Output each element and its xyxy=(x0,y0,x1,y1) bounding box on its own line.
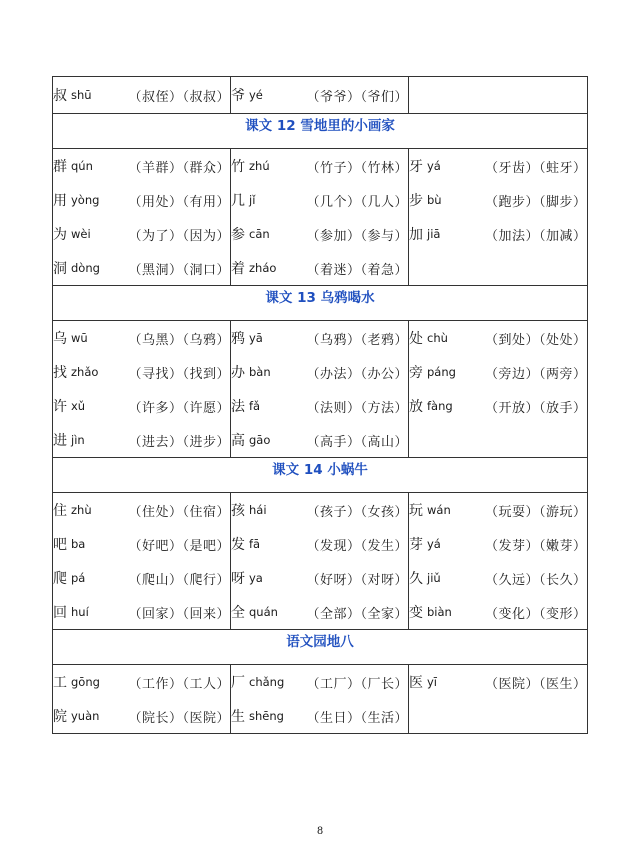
top-row-cell-3 xyxy=(409,77,588,114)
entry xyxy=(53,527,230,561)
entry-words: （玩耍）（游玩） xyxy=(485,504,587,520)
vocab-column xyxy=(409,321,588,458)
entry-words: （羊群）（群众） xyxy=(128,160,230,176)
entry-words: （爬山）（爬行） xyxy=(128,572,230,588)
section-title: 课文 14 小蜗牛 xyxy=(53,458,588,493)
entry xyxy=(409,321,587,355)
top-row-cell-1 xyxy=(53,77,231,114)
entry-words: （许多）（许愿） xyxy=(128,400,230,416)
entry-pinyin: jǐ xyxy=(249,193,256,207)
entry-char: 放 xyxy=(409,399,423,415)
top-row-cell-2 xyxy=(231,77,409,114)
entry xyxy=(231,355,408,389)
entry-pinyin: yuàn xyxy=(71,709,100,723)
entry-words: （发芽）（嫩芽） xyxy=(485,538,587,554)
entry xyxy=(409,217,587,251)
entry-pinyin: yá xyxy=(427,159,441,173)
entry xyxy=(53,217,230,251)
entry-pinyin: gāo xyxy=(249,433,271,447)
entry-pinyin: wán xyxy=(427,503,451,517)
entry-words: （进去）（进步） xyxy=(128,434,230,450)
entry-pinyin: jiǔ xyxy=(427,571,441,585)
entry-char: 爷 xyxy=(231,88,245,104)
entry-words: （几个）（几人） xyxy=(306,194,408,210)
entry-pinyin: shēng xyxy=(249,709,284,723)
vocab-column xyxy=(231,493,409,630)
entry-char: 呀 xyxy=(231,571,245,587)
entry-char: 生 xyxy=(231,709,245,725)
entry-char: 洞 xyxy=(53,261,67,277)
entry-words: （参加）（参与） xyxy=(306,228,408,244)
entry-char: 用 xyxy=(53,193,67,209)
section-header-row xyxy=(53,114,588,149)
entry-words: （发现）（发生） xyxy=(306,538,408,554)
entry-words: （回家）（回来） xyxy=(128,606,230,622)
entry-pinyin: chù xyxy=(427,331,448,345)
entry-char: 芽 xyxy=(409,537,423,553)
entry-pinyin: ba xyxy=(71,537,86,551)
entry xyxy=(231,423,408,457)
entry-char: 厂 xyxy=(231,675,245,691)
entry-words: （高手）（高山） xyxy=(306,434,408,450)
vocab-column xyxy=(53,321,231,458)
entry xyxy=(409,665,587,699)
entry xyxy=(231,665,408,699)
entry xyxy=(53,389,230,423)
section-header-row xyxy=(53,458,588,493)
entry xyxy=(231,561,408,595)
entry-words: （寻找）（找到） xyxy=(128,366,230,382)
entry xyxy=(231,321,408,355)
entry-words: （到处）（处处） xyxy=(485,332,587,348)
entry-char: 久 xyxy=(409,571,423,587)
entry xyxy=(231,149,408,183)
section-body-row xyxy=(53,321,588,458)
entry-char: 步 xyxy=(409,193,423,209)
section-header-row xyxy=(53,630,588,665)
entry-char: 医 xyxy=(409,675,423,691)
top-row xyxy=(53,77,588,114)
vocab-column xyxy=(53,493,231,630)
entry-words: （为了）（因为） xyxy=(128,228,230,244)
entry xyxy=(53,665,230,699)
entry-pinyin: jiā xyxy=(427,227,441,241)
entry-char: 几 xyxy=(231,193,245,209)
entry-char: 参 xyxy=(231,227,245,243)
entry-words: （生日）（生活） xyxy=(306,710,408,726)
entry-words: （全部）（全家） xyxy=(306,606,408,622)
entry xyxy=(53,251,230,285)
entry-words: （久远）（长久） xyxy=(485,572,587,588)
entry xyxy=(409,561,587,595)
entry xyxy=(409,493,587,527)
entry-char: 为 xyxy=(53,227,67,243)
entry-char: 法 xyxy=(231,399,245,415)
entry xyxy=(231,527,408,561)
entry-char: 住 xyxy=(53,503,67,519)
entry-char: 回 xyxy=(53,605,67,621)
entry-pinyin: zhú xyxy=(249,159,270,173)
entry-char: 工 xyxy=(53,675,67,691)
entry xyxy=(409,183,587,217)
entry-words: （工作）（工人） xyxy=(128,676,230,692)
entry xyxy=(409,389,587,423)
entry xyxy=(53,561,230,595)
entry-pinyin: fā xyxy=(249,537,261,551)
section-body-row xyxy=(53,493,588,630)
vocab-column xyxy=(409,149,588,286)
entry-char: 院 xyxy=(53,709,67,725)
entry-words: （着迷）（着急） xyxy=(306,262,408,278)
vocabulary-table xyxy=(52,76,588,734)
entry-pinyin: ya xyxy=(249,571,263,585)
entry-pinyin: gōng xyxy=(71,675,100,689)
entry-words: （加法）（加减） xyxy=(485,228,587,244)
entry xyxy=(231,217,408,251)
entry-pinyin: yá xyxy=(427,537,441,551)
entry-char: 叔 xyxy=(53,88,67,104)
entry-words: （工厂）（厂长） xyxy=(306,676,408,692)
entry-words: （好吧）（是吧） xyxy=(128,538,230,554)
vocabulary-table-body xyxy=(53,77,588,734)
entry-pinyin: yī xyxy=(427,675,438,689)
entry-words: （旁边）（两旁） xyxy=(485,366,587,382)
entry-pinyin: bàn xyxy=(249,365,271,379)
entry xyxy=(231,79,408,111)
vocab-column xyxy=(231,149,409,286)
entry-pinyin: huí xyxy=(71,605,89,619)
entry-pinyin: yé xyxy=(249,88,263,102)
entry-char: 处 xyxy=(409,331,423,347)
entry xyxy=(53,355,230,389)
entry-pinyin: páng xyxy=(427,365,456,379)
entry xyxy=(53,595,230,629)
entry xyxy=(53,321,230,355)
entry-pinyin: wū xyxy=(71,331,88,345)
entry-words: （爷爷）（爷们） xyxy=(306,89,408,105)
entry-char: 鸦 xyxy=(231,331,245,347)
entry-pinyin: yòng xyxy=(71,193,100,207)
entry-char: 许 xyxy=(53,399,67,415)
entry-pinyin: biàn xyxy=(427,605,452,619)
entry xyxy=(231,595,408,629)
entry-pinyin: xǔ xyxy=(71,399,86,413)
entry-char: 找 xyxy=(53,365,67,381)
entry-words: （乌鸦）（老鸦） xyxy=(306,332,408,348)
entry xyxy=(409,355,587,389)
entry-pinyin: chǎng xyxy=(249,675,285,689)
vocab-column xyxy=(231,321,409,458)
entry-char: 吧 xyxy=(53,537,67,553)
entry-char: 加 xyxy=(409,227,423,243)
entry-pinyin: quán xyxy=(249,605,278,619)
page-number: 8 xyxy=(316,826,324,837)
entry-words: （用处）（有用） xyxy=(128,194,230,210)
entry-pinyin: pá xyxy=(71,571,86,585)
section-header-row xyxy=(53,286,588,321)
entry-words: （法则）（方法） xyxy=(306,400,408,416)
entry xyxy=(53,493,230,527)
entry-pinyin: dòng xyxy=(71,261,100,275)
entry-char: 孩 xyxy=(231,503,245,519)
entry-pinyin: jìn xyxy=(71,433,85,447)
entry-char: 玩 xyxy=(409,503,423,519)
entry-pinyin: hái xyxy=(249,503,267,517)
entry xyxy=(53,699,230,733)
entry xyxy=(53,149,230,183)
entry-char: 旁 xyxy=(409,365,423,381)
entry xyxy=(409,595,587,629)
vocab-column xyxy=(409,665,588,734)
entry-char: 变 xyxy=(409,605,423,621)
entry-words: （牙齿）（蛀牙） xyxy=(485,160,587,176)
entry-words: （医院）（医生） xyxy=(485,676,587,692)
vocab-column xyxy=(53,149,231,286)
entry-char: 发 xyxy=(231,537,245,553)
section-title: 课文 12 雪地里的小画家 xyxy=(53,114,588,149)
entry-words: （黑洞）（洞口） xyxy=(128,262,230,278)
entry-pinyin: qún xyxy=(71,159,93,173)
entry xyxy=(231,699,408,733)
entry-pinyin: shū xyxy=(71,88,92,102)
entry-pinyin: fǎ xyxy=(249,399,261,413)
entry xyxy=(409,149,587,183)
section-title: 课文 13 乌鸦喝水 xyxy=(53,286,588,321)
entry-char: 牙 xyxy=(409,159,423,175)
entry-words: （叔侄）（叔叔） xyxy=(128,89,230,105)
entry xyxy=(409,527,587,561)
entry-char: 群 xyxy=(53,159,67,175)
entry xyxy=(53,423,230,457)
entry-pinyin: zhǎo xyxy=(71,365,99,379)
section-body-row xyxy=(53,665,588,734)
section-body-row xyxy=(53,149,588,286)
entry-char: 进 xyxy=(53,433,67,449)
entry-pinyin: cān xyxy=(249,227,270,241)
vocab-column xyxy=(409,493,588,630)
entry-pinyin: fàng xyxy=(427,399,453,413)
entry-pinyin: zhù xyxy=(71,503,92,517)
entry-pinyin: bù xyxy=(427,193,442,207)
entry-pinyin: zháo xyxy=(249,261,277,275)
entry-char: 爬 xyxy=(53,571,67,587)
entry-words: （孩子）（女孩） xyxy=(306,504,408,520)
entry-char: 着 xyxy=(231,261,245,277)
entry-char: 全 xyxy=(231,605,245,621)
entry xyxy=(231,493,408,527)
entry xyxy=(53,79,230,111)
entry-words: （开放）（放手） xyxy=(485,400,587,416)
vocab-column xyxy=(231,665,409,734)
entry-char: 竹 xyxy=(231,159,245,175)
entry xyxy=(231,389,408,423)
entry xyxy=(231,183,408,217)
vocab-column xyxy=(53,665,231,734)
entry xyxy=(53,183,230,217)
entry-words: （竹子）（竹林） xyxy=(306,160,408,176)
entry-words: （办法）（办公） xyxy=(306,366,408,382)
section-title: 语文园地八 xyxy=(53,630,588,665)
entry-words: （跑步）（脚步） xyxy=(485,194,587,210)
entry xyxy=(231,251,408,285)
entry-char: 办 xyxy=(231,365,245,381)
entry-pinyin: wèi xyxy=(71,227,91,241)
entry-char: 高 xyxy=(231,433,245,449)
entry-words: （乌黑）（乌鸦） xyxy=(128,332,230,348)
entry-words: （变化）（变形） xyxy=(485,606,587,622)
entry-words: （好呀）（对呀） xyxy=(306,572,408,588)
entry-words: （院长）（医院） xyxy=(128,710,230,726)
entry-words: （住处）（住宿） xyxy=(128,504,230,520)
entry-char: 乌 xyxy=(53,331,67,347)
entry-pinyin: yā xyxy=(249,331,263,345)
